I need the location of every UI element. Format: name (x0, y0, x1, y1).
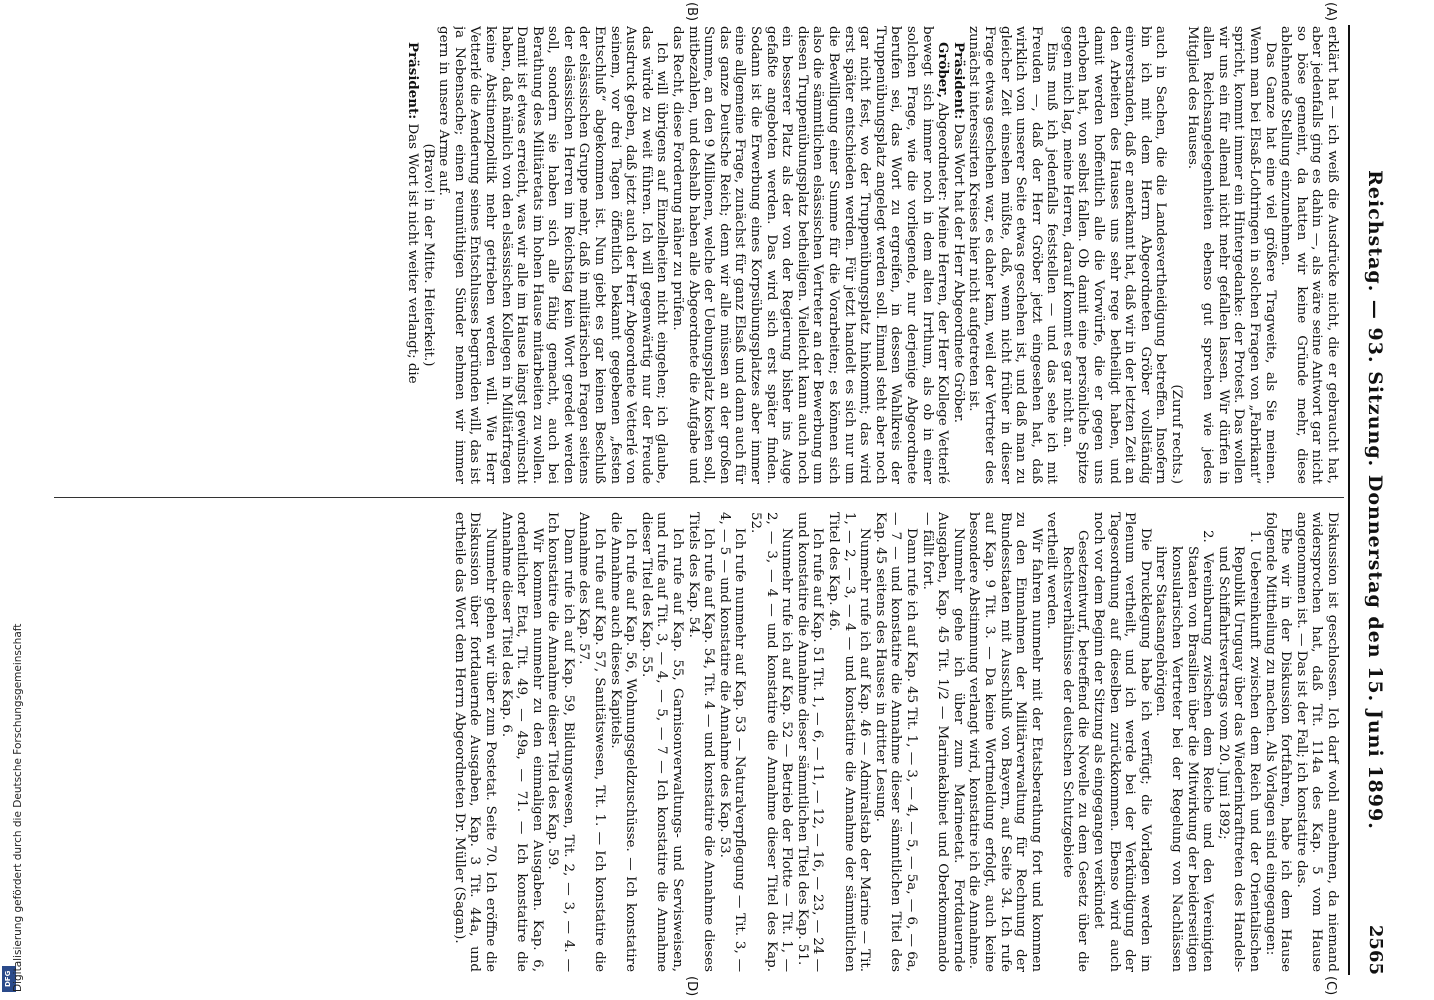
paragraph-text: (Bravo! in der Mitte. Heiterkeit.) (420, 143, 436, 367)
paragraph (794, 512, 825, 972)
paragraph (950, 26, 966, 484)
margin-label-c: (C) (1323, 976, 1338, 996)
paragraph (1215, 512, 1262, 972)
paragraph-text: Eins muß ich jedenfalls feststellen — und das sehe ich mit Freuden —, daß der Herr Gröber jetzt eingesehen hat, daß wirklich von unserer Seite etwas geschehen ist, und daß man zu gleicher Zeit einsehen müßte, daß, wenn nicht früher in dieser Frage etwas geschehen war, es daher kam, weil der Vertreter des zunächst interessirten Kreises hier nicht aufgetreten ist. (966, 26, 1060, 484)
paragraph-text: Die Drucklegung habe ich verfügt; die Vorlagen werden im Plenum vertheilt, und ich werde bei der Verkündigung der Tagesordnung auf dieselben zurückkommen. Ebenso wird auch noch vor dem Beginn der Sitzung als eingegangen verkündet (1091, 512, 1153, 972)
paragraph-text: Ehe wir in der Diskussion fortfahren, habe ich dem Hause folgende Mittheilung zu machen. Als Vorlagen sind eingegangen: (1262, 512, 1294, 972)
left-column (56, 26, 1340, 484)
paragraph-text: Nunmehr gehe ich über zum Marineetat. Fortdauernde Ausgaben, Kap. 45 Tit. 1/2 — Marinekabinet und Oberkommando — fällt fort. (919, 512, 966, 972)
paragraph-text: auch in Sachen, die die Landesvertheidigung betreffen. Insofern bin ich mit dem Herrn Abgeordneten Gröber vollständig einverstanden, daß er anerkannt hat, daß wir in der letzten Zeit an den Arbeiten des Hauses uns sehr rege betheiligt haben, und damit werden hoffentlich alle die Vorwürfe, die er gegen uns erhoben hat, von selbst fallen. Ob damit eine persönliche Spitze gegen mich lag, meine Herren, darauf kommt es gar nicht an. (1059, 26, 1169, 484)
speaker-name: Gröber, (935, 42, 952, 99)
paragraph (1059, 26, 1168, 484)
paragraph (545, 512, 576, 972)
paragraph-text: Wir kommen nunmehr zu den einmaligen Ausgaben. Kap. 6, ordentlicher Etat, Tit. 49, — 49a, — 71. — Ich konstatire die Annahme dieser Titel des Kap. 6. (498, 512, 545, 972)
paragraph-text: Das Wort ist nicht weiter verlangt; die (404, 119, 420, 384)
paragraph-text: Dann rufe ich auf Kap. 59, Bildungswesen, Tit. 2, — 3, — 4. — Ich konstatire die Annahme dieser Titel des Kap. 59. (545, 512, 576, 972)
paragraph-text: Ich rufe auf Kap. 55, Garnisonverwaltungs- und Servisweisen, und rufe auf Tit. 3, — 4, — 5, — 7 — Ich konstatire die Annahme dieser Titel des Kap. 55. (638, 512, 686, 972)
speaker-name: Präsident: (950, 42, 967, 120)
paragraph (1153, 512, 1215, 972)
page-number: 2565 (1365, 924, 1386, 975)
paragraph (1278, 26, 1340, 484)
paragraph (685, 512, 716, 972)
paragraph-text: erklärt hat — ich weiß die Ausdrücke nicht, die er gebraucht hat, aber jedenfalls ging es dahin —, als wäre seine Antwort gar nicht so böse gemeint, da hatten wir keine Gründe mehr, diese ablehnende Stellung einzunehmen. (1278, 26, 1340, 484)
paragraph-text: Ich rufe auf Kap. 54, Tit. 4 — und konstatire die Annahme dieses Titels des Kap. 54. (685, 512, 717, 972)
paragraph (638, 512, 685, 972)
digitization-strip (0, 0, 22, 1000)
paragraph-text: (Zuruf rechts.) (1169, 384, 1185, 484)
paragraph (1091, 512, 1153, 972)
paragraph (747, 512, 794, 972)
paragraph-text: Dann rufe ich auf Kap. 45 Tit. 1, — 3, — 4, — 5, — 5a, — 6, — 6a, — 7 — und konstatire die Annahme dieser sämmtlichen Titel des Kap. 45 seitens des Hauses in dritter Lesung. (872, 512, 919, 972)
paragraph (420, 26, 436, 484)
margin-label-d: (D) (684, 976, 699, 997)
paragraph (1044, 512, 1060, 972)
page-header (1356, 25, 1386, 975)
paragraph-text: Das Wort hat der Herr Abgeordnete Gröber. (950, 119, 966, 424)
paragraph (1262, 512, 1293, 972)
paragraph (1168, 26, 1184, 484)
paragraph (872, 512, 919, 972)
paragraph-text: Ich will übrigens auf Einzelheiten nicht eingehen; ich glaube, das würde zu weit führen. Ich will gegenwärtig nur der Freude Ausdruck geben, daß jetzt auch der Herr Abgeordnete Vetterlé von seinem, vor drei Tagen öffentlich bekannt gegebenen „festen Entschluß“ abgekommen ist. Nun giebt es gar keinen Beschluß der elsässischen Gruppe mehr, daß in militärischen Fragen seitens der elsässischen Herren im Reichstag kein Wort geredet werden soll, sondern sie haben sich alle fähig gemacht, auch bei Berathung des Militäretats im hohen Hause mitarbeiten zu wollen. Damit ist etwas erreicht, was wir alle im Hause längst gewünscht haben, daß nämlich von den elsässischen Kollegen in Militärfragen keine Abstinenzpolitik mehr getrieben werden will. Wie Herr Vetterlé die Aenderung seines Entschlusses begründen will, das ist ja Nebensache; einen reumüthigen Sünder nehmen wir immer gern in unsere Arme auf. (436, 26, 670, 484)
paragraph-text: Nunmehr rufe ich auf Kap. 52 — Betrieb der Flotte — Tit. 1, — 2, — 3, — 4 — und konstatire die Annahme dieser Titel des Kap. 52. (748, 512, 795, 972)
paragraph-text: Wir fahren nunmehr mit der Etatsberathung fort und kommen zu den Einnahmen der Militärverwaltung für Rechnung der Bundesstaaten mit Ausschluß von Bayern, auf Seite 34. Ich rufe auf Kap. 9 Tit. 3. — Da keine Wortmeldung erfolgt, auch keine besondere Abstimmung verlangt wird, konstatire ich die Annahme. (966, 512, 1044, 972)
column-divider (54, 497, 1344, 498)
paragraph (966, 26, 1060, 484)
speaker-name: Präsident: (404, 42, 421, 120)
paragraph-text: Abgeordneter: Meine Herren, der Herr Kollege Vetterlé bewegt sich immer noch in dem alten Irrthum, als ob in einer solchen Frage, wie die vorliegende, nur derjenige Abgeordnete berufen sei, das Wort zu ergreifen, in dessen Wahlkreis der Truppenübungsplatz angelegt werden soll. Einmal steht aber noch gar nicht fest, wo der Truppenübungsplatz hinkommt; das wird erst später entschieden werden. Für jetzt handelt es sich nur um die Bewilligung einer Summe für die Vorarbeiten; es können sich also die sämmtlichen elsässischen Vertreter an der Bewerbung um diesen Truppenübungsplatz betheiligen. Vielleicht kann auch noch ein besserer Platz als der von der Regierung bisher ins Auge gefaßte angeboten werden. Das wird sich erst später finden. Sodann ist die Erwerbung eines Korpsübungsplatzes aber immer eine allgemeine Frage, zunächst für ganz Elsaß und dann auch für das ganze Deutsche Reich; denn wir alle müssen an der großen Summe, an den 9 Millionen, welche der Uebungsplatz kosten soll, mitbezahlen, und deshalb haben alle Abgeordnete die Aufgabe und das Recht, diese Forderung näher zu prüfen. (670, 26, 951, 484)
margin-label-a: (A) (1323, 2, 1338, 22)
paragraph (1059, 512, 1090, 972)
paragraph-text: Gesetzentwurf, betreffend die Novelle zu dem Gesetz über die Rechtsverhältnisse der deutschen Schutzgebiete (1059, 530, 1091, 972)
dfg-logo-icon: DFG (2, 966, 16, 992)
paragraph (1293, 512, 1340, 972)
paragraph-text: Ich rufe nunmehr auf Kap. 53 — Naturalverpflegung — Tit. 3, — 4, — 5 — und konstatire die Annahme des Kap. 53. (716, 512, 748, 972)
paragraph-text: Diskussion ist geschlossen. Ich darf wohl annehmen, da niemand widersprochen hat, daß Tit. 114a des Kap. 5 vom Hause angenommen ist. — Das ist der Fall; ich konstatire das. (1293, 512, 1340, 972)
margin-label-b: (B) (684, 2, 699, 22)
paragraph (919, 512, 966, 972)
paragraph (498, 512, 545, 972)
paragraph (966, 512, 1044, 972)
paragraph (716, 512, 747, 972)
paragraph-text: Ich rufe auf Kap. 51 Tit. 1, — 6, — 11, — 12, — 16, — 23, — 24 — und konstatire die Annahme dieser sämmtlichen Titel des Kap. 51. (794, 512, 826, 972)
paragraph (669, 26, 950, 484)
paragraph (451, 512, 498, 972)
paragraph-text: 1. Uebereinkunft zwischen dem Reich und der Orientalischen Republik Uruguay über das Wiederinkrafttreten des Handels- und Schiffahrtsvertrags vom 20. Juni 1892; (1215, 530, 1263, 972)
paragraph-text: Ich rufe auf Kap. 56, Wohnungsgeldzuschüsse. — Ich konstatire die Annahme auch dieses Kapitels. (607, 512, 639, 972)
paragraph (576, 512, 607, 972)
paragraph (607, 512, 638, 972)
paragraph-text: Das Ganze hat eine viel größere Tragweite, als Sie meinen. Wenn man bei Elsaß-Lothringen in solchen Fragen von „Fabrikant“ spricht, kommt immer ein Hintergedanke: der Protest. Das wollen wir uns ein für allemal nicht mehr gefallen lassen. Wir dürfen in allen Reichsangelegenheiten ebenso gut sprechen wie jedes Mitglied des Hauses. (1184, 26, 1278, 484)
paragraph (436, 26, 670, 484)
paragraph-text: 2. Vereinbarung zwischen dem Reiche und den Vereinigten Staaten von Brasilien über die Mitwirkung der beiderseitigen konsularischen Vertreter bei der Regelung von Nachlässen ihrer Staatsangehörigen. (1153, 530, 1216, 972)
header-rule (1348, 25, 1350, 975)
paragraph-text: vertheilt werden. (1044, 512, 1060, 630)
page-title: Reichstag. — 93. Sitzung. Donnerstag den 15. Juni 1899. (1364, 170, 1386, 830)
digitization-credit: Digitalisierung gefördert durch die Deutsche Forschungsgemeinschaft (12, 623, 24, 992)
right-column (56, 512, 1340, 972)
paragraph (825, 512, 872, 972)
paragraph-text: Ich rufe auf Kap. 57, Sanitätswesen, Tit. 1. — Ich konstatire die Annahme des Kap. 57. (576, 512, 608, 972)
paragraph (404, 26, 420, 484)
paragraph (1184, 26, 1278, 484)
paragraph-text: Nunmehr rufe ich auf Kap. 46 — Admiralstab der Marine — Tit. 1, — 2, — 3, — 4 — und konstatire die Annahme der sämmtlichen Titel des Kap. 46. (826, 512, 873, 972)
paragraph-text: Nunmehr gehen wir über zum Postetat. Seite 70. Ich eröffne die Diskussion über fortdauernde Ausgaben, Kap. 3 Tit. 44a, und ertheile das Wort dem Herrn Abgeordneten Dr. Müller (Sagan). (451, 512, 498, 972)
